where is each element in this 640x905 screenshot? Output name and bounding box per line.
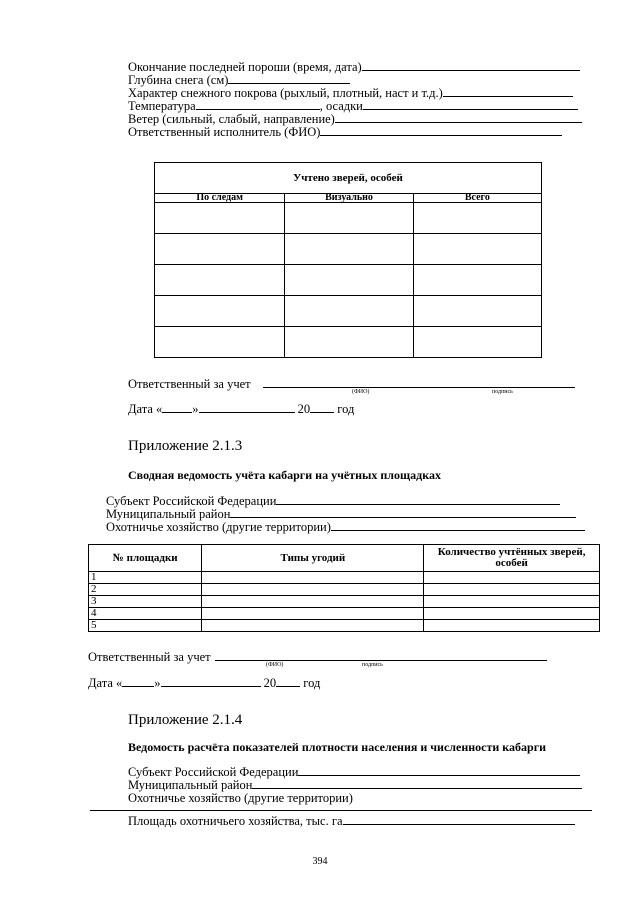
form-line-snow-depth: Глубина снега (см)	[128, 73, 350, 87]
hunting-line-1: Охотничье хозяйство (другие территории)	[106, 520, 585, 534]
date-day-field-1[interactable]	[162, 402, 192, 413]
table-row	[155, 265, 542, 296]
district-field-1[interactable]	[230, 507, 576, 518]
responsible-field-2[interactable]	[215, 650, 547, 661]
table-cell[interactable]	[202, 596, 424, 608]
table-cell[interactable]	[285, 203, 413, 234]
table-cell[interactable]	[285, 296, 413, 327]
snow-depth-field[interactable]	[228, 73, 350, 84]
table-cell[interactable]	[285, 234, 413, 265]
responsible-line-2: Ответственный за учет	[88, 650, 547, 664]
responsible-field-1[interactable]	[263, 377, 575, 388]
table-cell[interactable]	[413, 234, 541, 265]
signature-label-1: подпись	[492, 389, 513, 395]
table-cell[interactable]	[202, 584, 424, 596]
table-cell[interactable]	[155, 296, 285, 327]
table-caption: Учтено зверей, особей	[155, 163, 542, 194]
table-cell[interactable]	[413, 327, 541, 358]
area-line: Площадь охотничьего хозяйства, тыс. га	[128, 814, 575, 828]
district-field-2[interactable]	[252, 778, 582, 789]
plots-summary-table	[88, 544, 600, 632]
table-cell[interactable]	[155, 234, 285, 265]
table-cell[interactable]	[285, 265, 413, 296]
table-cell[interactable]	[155, 265, 285, 296]
executor-field[interactable]	[320, 125, 562, 136]
table-cell[interactable]	[424, 572, 600, 584]
appendix-2-1-4-title: Приложение 2.1.4	[128, 712, 243, 728]
date-line-2: Дата « » 20 год	[88, 676, 321, 690]
precipitation-field[interactable]	[363, 99, 578, 110]
subject-field-2[interactable]	[298, 765, 580, 776]
wind-field[interactable]	[335, 112, 582, 123]
powder-end-field[interactable]	[362, 60, 580, 71]
district-line-1: Муниципальный район	[106, 507, 576, 521]
page-number: 394	[312, 856, 328, 867]
plot-number: 5	[89, 620, 202, 632]
table-cell[interactable]	[424, 584, 600, 596]
appendix-2-1-3-heading: Сводная ведомость учёта кабарги на учётных площадках	[128, 468, 441, 482]
plot-number: 1	[89, 572, 202, 584]
table-row	[89, 620, 600, 632]
table-cell[interactable]	[413, 296, 541, 327]
form-line-temperature: Температура , осадки	[128, 99, 578, 113]
table-row	[155, 327, 542, 358]
table-row	[89, 584, 600, 596]
hunting-line-2: Охотничье хозяйство (другие территории)	[128, 791, 353, 805]
date-month-field-1[interactable]	[199, 402, 295, 413]
fio-label-2: (ФИО)	[266, 662, 284, 668]
table-cell[interactable]	[413, 203, 541, 234]
table-cell[interactable]	[202, 620, 424, 632]
snow-cover-field[interactable]	[443, 86, 573, 97]
table-cell[interactable]	[424, 596, 600, 608]
district-line-2: Муниципальный район	[128, 778, 582, 792]
table-row	[89, 596, 600, 608]
subject-line-1: Субъект Российской Федерации	[106, 494, 560, 508]
table-cell[interactable]	[413, 265, 541, 296]
plot-number: 4	[89, 608, 202, 620]
table-cell[interactable]	[202, 572, 424, 584]
date-day-field-2[interactable]	[122, 676, 154, 687]
animals-counted-table	[154, 162, 542, 358]
table-cell[interactable]	[285, 327, 413, 358]
table-cell[interactable]	[424, 608, 600, 620]
col-header-land-types: Типы угодий	[202, 545, 424, 572]
col-header-visual: Визуально	[285, 194, 413, 203]
form-line-snow-cover: Характер снежного покрова (рыхлый, плотный, наст и т.д.)	[128, 86, 573, 100]
form-line-executor: Ответственный исполнитель (ФИО)	[128, 125, 562, 139]
col-header-animal-count: Количество учтённых зверей, особей	[424, 545, 600, 572]
table-row	[89, 572, 600, 584]
table-cell[interactable]	[202, 608, 424, 620]
table-row	[155, 296, 542, 327]
plot-number: 3	[89, 596, 202, 608]
form-line-wind: Ветер (сильный, слабый, направление)	[128, 112, 582, 126]
table-cell[interactable]	[424, 620, 600, 632]
fio-label-1: (ФИО)	[352, 389, 370, 395]
date-year-field-2[interactable]	[276, 676, 300, 687]
col-header-plot-number: № площадки	[89, 545, 202, 572]
divider-line	[90, 810, 592, 811]
date-line-1: Дата « » 20 год	[128, 402, 355, 416]
area-field[interactable]	[343, 814, 575, 825]
responsible-line-1: Ответственный за учет	[128, 377, 575, 391]
table-row	[155, 234, 542, 265]
table-row	[155, 203, 542, 234]
hunting-field-1[interactable]	[331, 520, 585, 531]
subject-field-1[interactable]	[276, 494, 560, 505]
form-line-powder-end: Окончание последней пороши (время, дата)	[128, 60, 580, 74]
temperature-field[interactable]	[196, 99, 320, 110]
col-header-total: Всего	[413, 194, 541, 203]
appendix-2-1-4-heading: Ведомость расчёта показателей плотности населения и численности кабарги	[128, 740, 547, 754]
table-cell[interactable]	[155, 327, 285, 358]
table-cell[interactable]	[155, 203, 285, 234]
subject-line-2: Субъект Российской Федерации	[128, 765, 580, 779]
signature-label-2: подпись	[362, 662, 383, 668]
table-row	[89, 608, 600, 620]
plot-number: 2	[89, 584, 202, 596]
date-year-field-1[interactable]	[310, 402, 334, 413]
appendix-2-1-3-title: Приложение 2.1.3	[128, 438, 243, 454]
col-header-tracks: По следам	[155, 194, 285, 203]
date-month-field-2[interactable]	[161, 676, 261, 687]
